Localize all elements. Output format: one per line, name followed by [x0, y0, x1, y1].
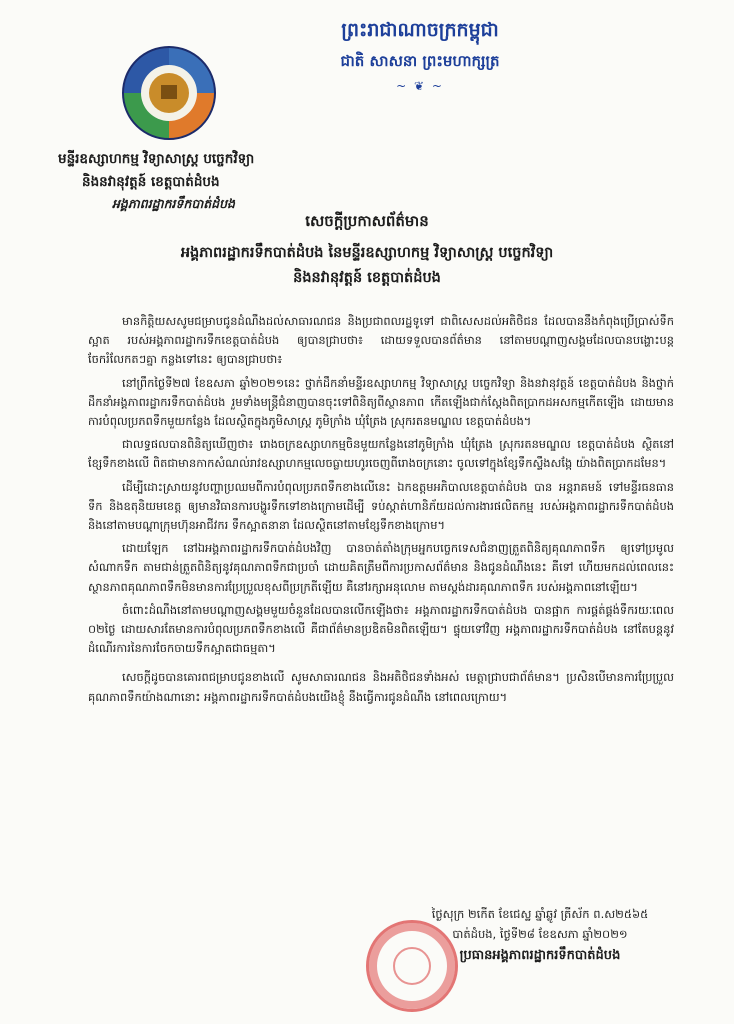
lunar-date: ថ្ងៃសុក្រ ២កើត ខែជេស្ឋ ឆ្នាំឆ្លូវ ត្រីស័ក ព.ស២៥៦៥ [431, 907, 649, 921]
announcement-subtitle-2: និងនវានុវត្តន៍ ខេត្តបាត់ដំបង [293, 269, 441, 286]
paragraph: ចំពោះដំណឹងនៅតាមបណ្តាញសង្គមមួយចំនួនដែលបានលើកឡើងថា៖ អង្គភាពរដ្ឋាករទឹកបាត់ដំបង បានផ្អាក ការផ្គត់ផ្គង់ទឹករយៈពេល ០២ថ្ងៃ ដោយសារតែមានការបំពុលប្រភពទឹកខាងលើ គឺជាព័ត៌មានប្រឌិតមិនពិតឡើយ។ ផ្ទុយទៅវិញ អង្គភាពរដ្ឋាករទឹកបាត់ដំបង នៅតែបន្តនូវដំណើរការនៃការចែកចាយទឹកស្អាតជាធម្មតា។ [88, 602, 674, 656]
paragraph: ដោយឡែក នៅឯអង្គភាពរដ្ឋាករទឹកបាត់ដំបងវិញ បានចាត់តាំងក្រុមអ្នកបច្ចេកទេសជំនាញត្រួតពិនិត្យគុណភាពទឹក ឲ្យទៅប្រមូលសំណាកទឹក តាមជាន់ត្រួតពិនិត្យនូវគុណភាពទឹកជាប្រចាំ ដោយគិតត្រឹមពីការប្រកាសព័ត៌មាន និងជូនដំណឹងនេះ គឺទៅ ហើយមកដល់ពេលនេះ ស្ថានភាពគុណភាពទឹកមិនមានការប្រែប្រួលខុសពីប្រក្រតីឡើយ គឺនៅរក្សាអនុលោម តាមស្តង់ដារគុណភាពទឹក របស់អង្គភាពនៅឡើយ។ [88, 541, 674, 594]
announcement-subtitle-1: អង្គភាពរដ្ឋាករទឹកបាត់ដំបង នៃមន្ទីរឧស្សាហកម្ម វិទ្យាសាស្ត្រ បច្ចេកវិទ្យា [180, 244, 554, 261]
ministry-province: និងនវានុវត្តន៍ ខេត្តបាត់ដំបង [82, 174, 220, 190]
paragraph: មានកិត្តិយសសូមជម្រាបជូនដំណឹងដល់សាធារណជន និងប្រជាពលរដ្ឋទូទៅ ជាពិសេសដល់អតិថិជន ដែលបាននឹងកំពុងប្រើប្រាស់ទឹកស្អាត របស់អង្គភាពរដ្ឋាករទឹកខេត្តបាត់ដំបង ឲ្យបានជ្រាបថា៖ ដោយទទួលបានព័ត៌មាន នៅតាមបណ្តាញសង្គមដែលបានបង្ហោះបន្តចែករំលែកតៗគ្នា កន្លងទៅនេះ ឲ្យបានជ្រាបថា៖ [88, 314, 674, 367]
paragraph: ជាលទ្ធផលបានពិនិត្យឃើញថា៖ រោងចក្រឧស្សាហកម្មចិនមួយកន្លែងនៅភូមិក្រាំង ឃុំត្រែង ស្រុករតនមណ្ឌល ខេត្តបាត់ដំបង ស្ថិតនៅខ្សែទឹកខាងលើ ពិតជាមានកាកសំណល់រាវឧស្សាហកម្មលេចធ្លាយហូរចេញពីរោងចក្រនោះ ចូលទៅក្នុងខ្សែទឹកស្ទឹងសង្កែ យ៉ាងពិតប្រាកដមែន។ [88, 437, 674, 471]
paragraph: ដើម្បីដោះស្រាយនូវបញ្ហាប្រឈមពីការបំពុលប្រភពទឹកខាងលើនេះ ឯកឧត្តមអភិបាលខេត្តបាត់ដំបង បាន អន្តរាគមន៍ ទៅមន្ទីរធនធានទឹក និងឧតុនិយមខេត្ត ឲ្យមានវិធានការបង្ហូរទឹកទៅខាងក្រោមដើម្បី ទប់ស្កាត់ហានិភ័យដល់ការងារផលិតកម្ម របស់អង្គភាពរដ្ឋាករទឹកបាត់ដំបង និងនៅតាមបណ្តាក្រុមហ៊ុនអាជីវករ ទឹកស្អាតនានា ដែលស្ថិតនៅតាមខ្សែទឹកខាងក្រោម។ [88, 479, 674, 533]
closing-block [380, 904, 700, 966]
paragraph: សេចក្តីដូចបានគោរពជម្រាបជូនខាងលើ សូមសាធារណជន និងអតិថិជនទាំងអស់ មេត្តាជ្រាបជាព័ត៌មាន។ ប្រសិនបើមានការប្រែប្រួលគុណភាពទឹកយ៉ាងណានោះ អង្គភាពរដ្ឋាករទឹកបាត់ដំបងយើងខ្ញុំ នឹងធ្វើការជូនដំណឹង នៅពេលក្រោយ។ [88, 670, 674, 704]
announcement-body [88, 312, 674, 711]
signer-title: ប្រធានអង្គភាពរដ្ឋាករទឹកបាត់ដំបង [459, 948, 621, 963]
ministry-block [58, 150, 378, 215]
national-motto: ជាតិ សាសនា ព្រះមហាក្សត្រ [340, 52, 500, 70]
document-title [60, 212, 674, 290]
place-date: បាត់ដំបង, ថ្ងៃទី២៨ ខែឧសភា ឆ្នាំ២០២១ [452, 927, 628, 941]
announcement-heading: សេចក្តីប្រកាសព័ត៌មាន [305, 212, 429, 230]
ornament-divider-icon: ~ ❦ ~ [396, 79, 444, 93]
unit-name: អង្គភាពរដ្ឋាករទឹកបាត់ដំបង [112, 196, 235, 211]
ministry-name: មន្ទីរឧស្សាហកម្ម វិទ្យាសាស្ត្រ បច្ចេកវិទ្យា [58, 151, 255, 167]
ministry-logo-icon [121, 45, 217, 141]
kingdom-header [270, 18, 570, 93]
paragraph: នៅព្រឹកថ្ងៃទី២៧ ខែឧសភា ឆ្នាំ២០២១នេះ ថ្នាក់ដឹកនាំមន្ទីរឧស្សាហកម្ម វិទ្យាសាស្ត្រ បច្ចេកវិទ្យា និងនវានុវត្តន៍ ខេត្តបាត់ដំបង និងថ្នាក់ដឹកនាំអង្គភាពរដ្ឋាករទឹកបាត់ដំបង រួមទាំងមន្ត្រីជំនាញបានចុះទៅពិនិត្យពីស្ថានភាព កើតឡើងជាក់ស្តែងពិតប្រាកដអសកម្មកើតឡើង ដោយមានការបំពុលប្រភពទឹកមួយកន្លែង ដែលស្ថិតក្នុងភូមិសាស្ត្រ ភូមិក្រាំង ឃុំត្រែង ស្រុករតនមណ្ឌល ខេត្តបាត់ដំបង។ [88, 375, 674, 429]
kingdom-title: ព្រះរាជាណាចក្រកម្ពុជា [341, 19, 499, 41]
